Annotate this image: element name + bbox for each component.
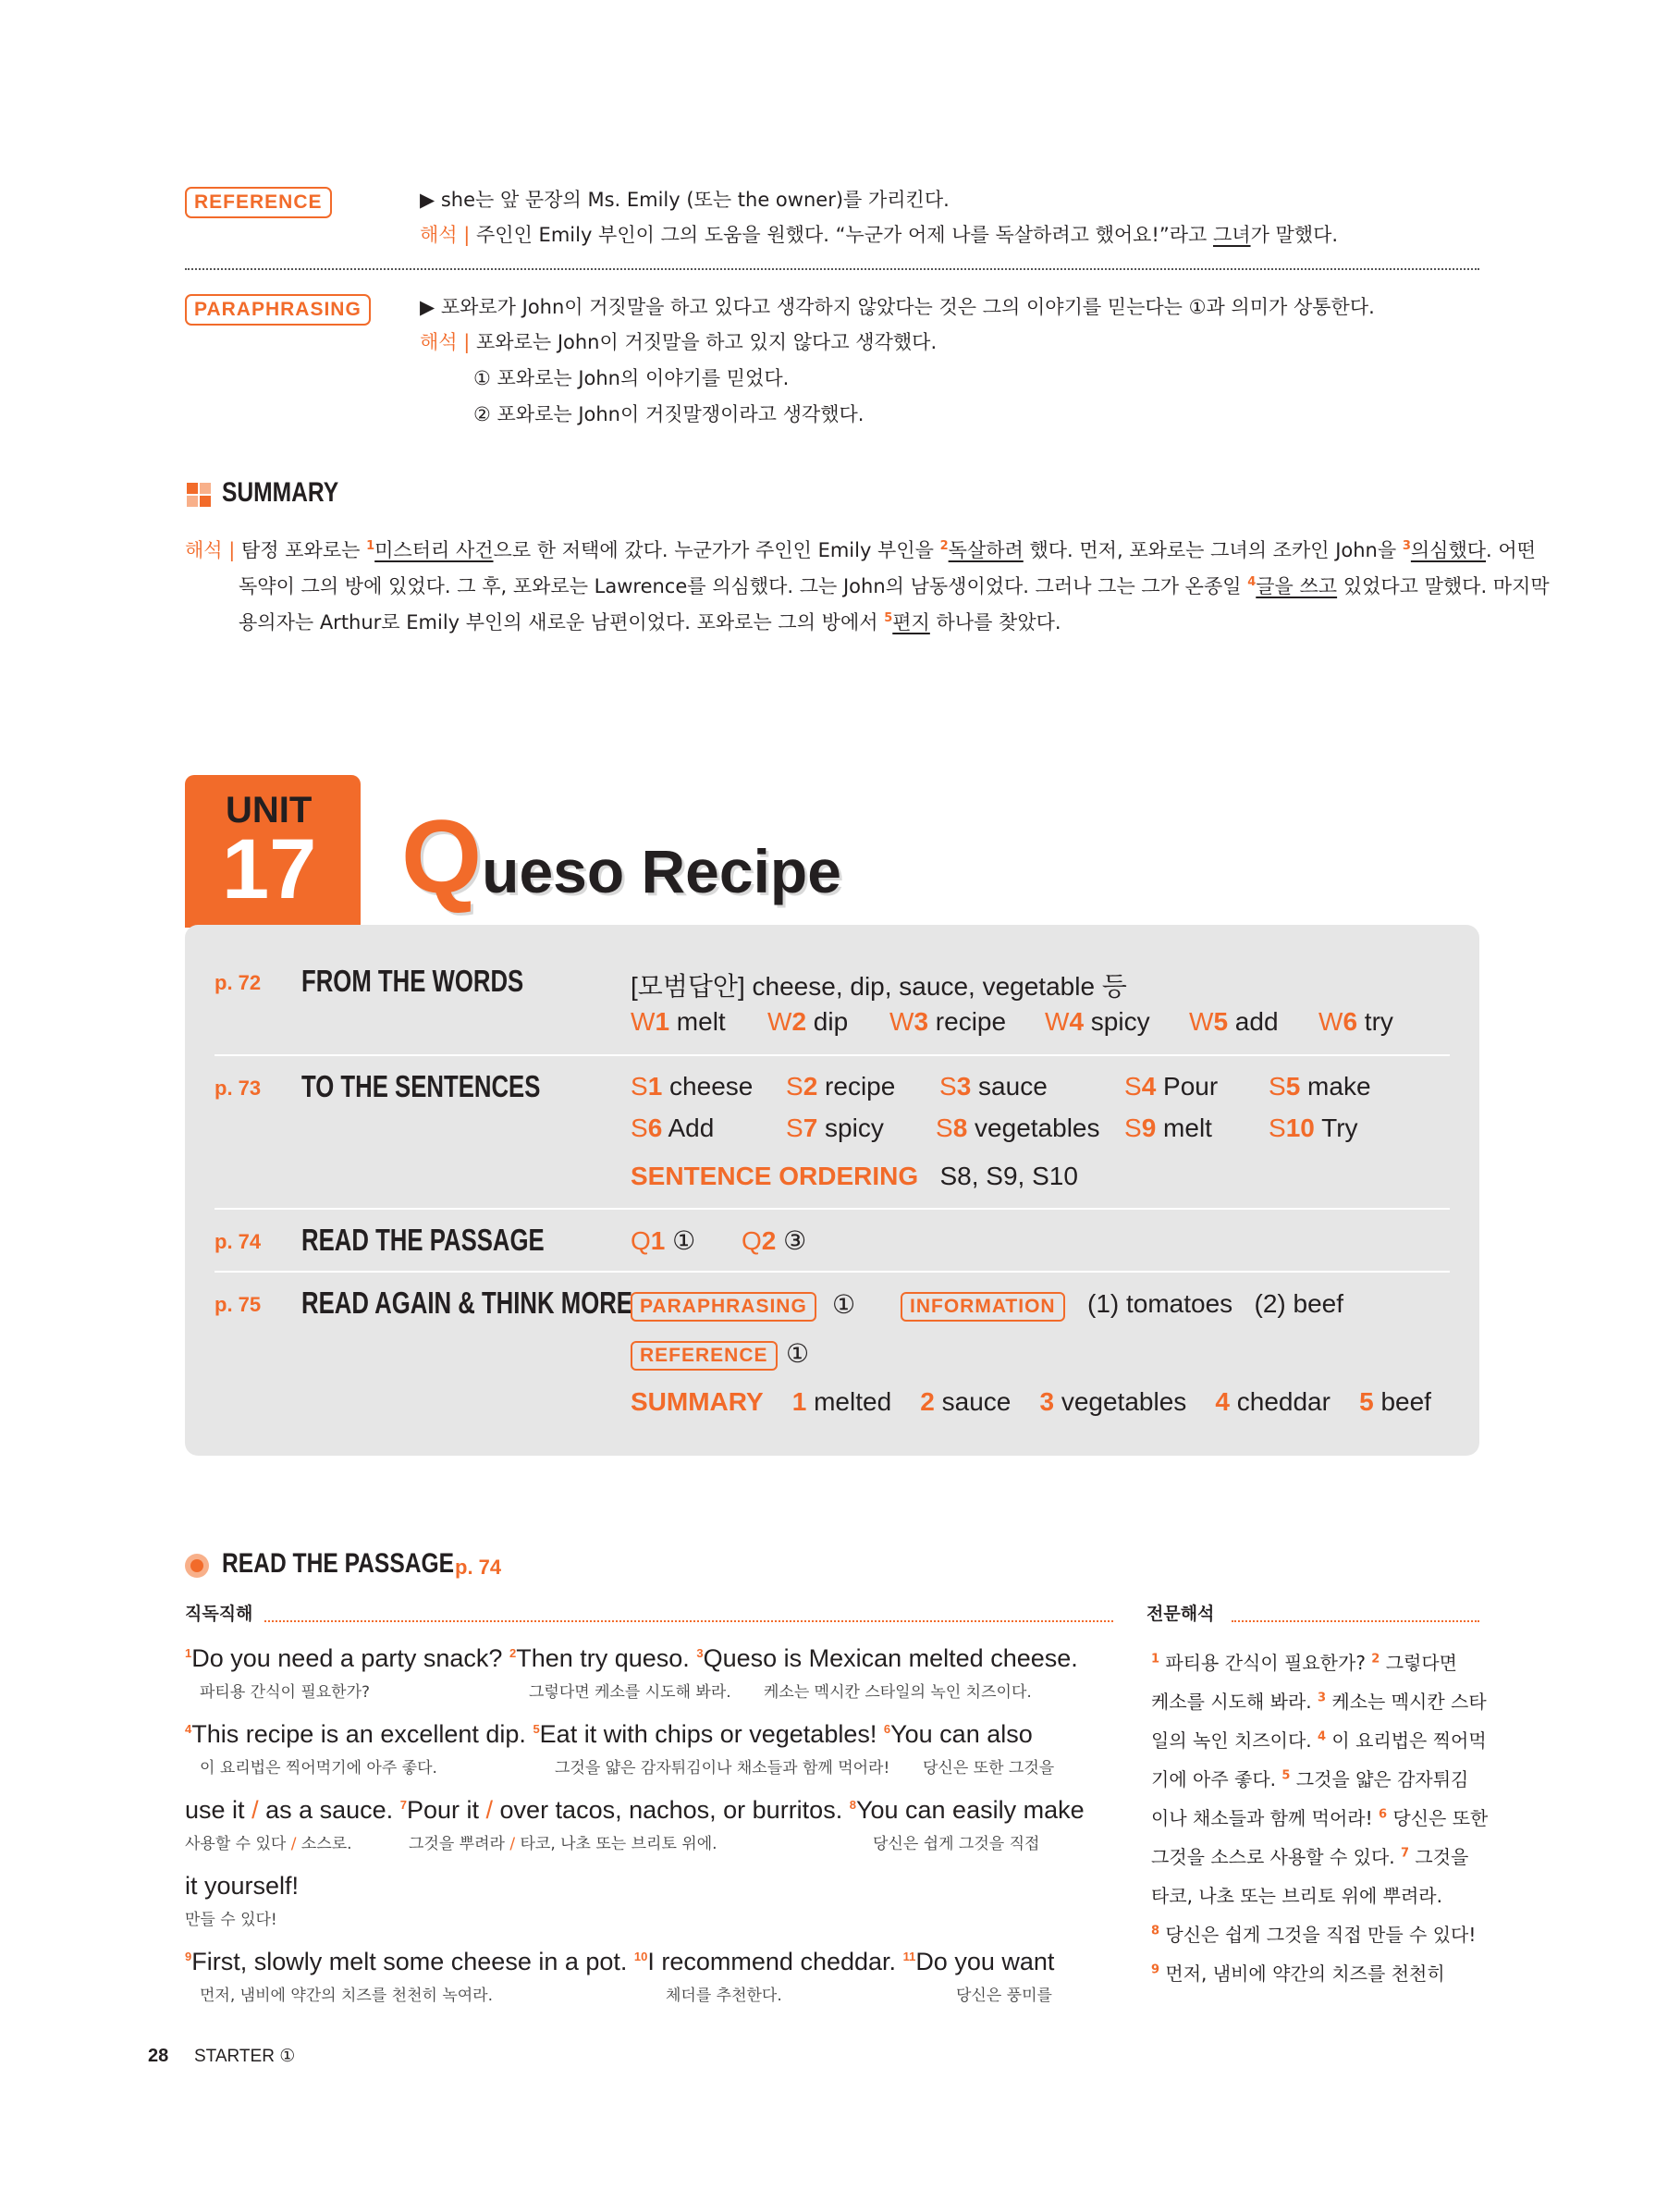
sentence-ordering-label: SENTENCE ORDERING bbox=[631, 1162, 919, 1190]
sentence-answer-10: S10 Try bbox=[1269, 1113, 1358, 1142]
sentence-ordering-value: S8, S9, S10 bbox=[939, 1162, 1078, 1190]
book-title: STARTER ① bbox=[194, 2047, 296, 2066]
korean-gloss: 그것을 뿌려라 / 타코, 나초 또는 브리토 위에. bbox=[409, 1835, 717, 1853]
summary-line-3: 용의자는 Arthur로 Emily 부인의 새로운 남편이었다. 포와로는 그의 방에서 $^5$편지 하나를 찾았다. bbox=[239, 611, 1061, 634]
divider bbox=[264, 1620, 1113, 1622]
korean-gloss: 당신은 풍미를 bbox=[956, 1987, 1052, 2005]
words-model-answer: [모범답안] cheese, dip, sauce, vegetable 등 bbox=[631, 972, 1127, 1001]
reference-answer-tag: REFERENCE bbox=[631, 1341, 778, 1371]
full-translation-line: 이나 채소들과 함께 먹어라! $^6$ 당신은 또한 bbox=[1151, 1807, 1489, 1829]
page-ref-72: p. 72 bbox=[215, 971, 262, 994]
divider bbox=[1232, 1620, 1479, 1622]
paraphrasing-option-2: ② 포와로는 John이 거짓말쟁이라고 생각했다. bbox=[473, 403, 865, 425]
row-separator bbox=[215, 1208, 1450, 1210]
summary-line-2: 독약이 그의 방에 있었다. 그 후, 포와로는 Lawrence를 의심했다. 그는 John의 남동생이었다. 그러나 그는 그가 온종일 $^4$글을 쓰고 있었다고 말했다. 마지막 bbox=[239, 575, 1550, 597]
unit-label: UNIT bbox=[226, 790, 313, 830]
unit-title-initial: Q bbox=[401, 799, 483, 915]
words-answer-6: W6 try bbox=[1318, 1007, 1393, 1036]
read-the-passage-heading: READ THE PASSAGE bbox=[222, 1548, 455, 1579]
summary-heading: SUMMARY bbox=[222, 477, 339, 508]
to-the-sentences-label: TO THE SENTENCES bbox=[301, 1069, 541, 1103]
summary-answers-label: SUMMARY bbox=[631, 1387, 764, 1416]
korean-gloss: 먼저, 냄비에 약간의 치즈를 천천히 녹여라. bbox=[200, 1987, 494, 2005]
words-answer-1: W1 melt bbox=[631, 1007, 726, 1036]
read-passage-page: p. 74 bbox=[455, 1556, 502, 1579]
sentence-ordering bbox=[631, 1162, 1078, 1191]
words-answer-4: W4 spicy bbox=[1045, 1007, 1150, 1036]
passage-line-5: $^9$First, slowly melt some cheese in a pot. $^{10}$I recommend cheddar. $^{11}$Do you want bbox=[185, 1948, 1055, 1975]
reference-explanation: ▶ she는 앞 문장의 Ms. Emily (또는 the owner)를 가리킨다. bbox=[420, 189, 950, 211]
unit-title bbox=[401, 797, 841, 917]
translation-text-end: 가 말했다. bbox=[1250, 224, 1339, 246]
full-translation-line: 케소를 시도해 봐라. $^3$ 케소는 멕시칸 스타 bbox=[1151, 1691, 1487, 1713]
sentence-answer-2: S2 recipe bbox=[786, 1072, 896, 1101]
full-translation-line: $^8$ 당신은 쉽게 그것을 직접 만들 수 있다! bbox=[1151, 1924, 1477, 1946]
summary-line-1: 해석 | 탐정 포와로는 $^1$미스터리 사건으로 한 저택에 갔다. 누군가가 주인인 Emily 부인을 $^2$독살하려 했다. 먼저, 포와로는 그녀의 조카인 John을 $^3$의심했다. 어떤 bbox=[185, 539, 1536, 561]
korean-gloss: 당신은 또한 그것을 bbox=[923, 1759, 1055, 1778]
full-translation-line: 일의 녹인 치즈이다. $^4$ 이 요리법은 찍어먹 bbox=[1151, 1729, 1487, 1752]
page-ref-74: p. 74 bbox=[215, 1230, 262, 1253]
passage-line-1: $^1$Do you need a party snack? $^2$Then try queso. $^3$Queso is Mexican melted cheese. bbox=[185, 1644, 1078, 1672]
sentence-answer-6: S6 Add bbox=[631, 1113, 715, 1142]
sentence-answer-9: S9 melt bbox=[1124, 1113, 1212, 1142]
paraphrasing-tag: PARAPHRASING bbox=[185, 294, 371, 326]
summary-label: 해석 | bbox=[185, 539, 236, 561]
paraphrasing-explanation: ▶ 포와로가 John이 거짓말을 하고 있다고 생각하지 않았다는 것은 그의 이야기를 믿는다는 ①과 의미가 상통한다. bbox=[420, 296, 1375, 318]
from-the-words-label: FROM THE WORDS bbox=[301, 964, 524, 998]
words-answer-3: W3 recipe bbox=[889, 1007, 1007, 1036]
reference-answer: ① bbox=[786, 1339, 810, 1368]
bullet-icon bbox=[185, 1554, 209, 1578]
paraphrasing-answer: ① bbox=[832, 1290, 856, 1319]
korean-gloss: 당신은 쉽게 그것을 직접 bbox=[873, 1835, 1040, 1853]
sentence-answer-7: S7 spicy bbox=[786, 1113, 884, 1142]
summary-answers: SUMMARY 1 melted 2 sauce 3 vegetables 4 cheddar 5 beef bbox=[631, 1387, 1431, 1416]
full-translation-label: 전문해석 bbox=[1147, 1604, 1215, 1624]
row-separator bbox=[215, 1054, 1450, 1056]
paraphrasing-answer-tag: PARAPHRASING bbox=[631, 1292, 816, 1322]
passage-q2: Q2 ③ bbox=[742, 1226, 807, 1255]
page-number: 28 bbox=[148, 2046, 169, 2066]
read-again-label: READ AGAIN & THINK MORE bbox=[301, 1286, 632, 1320]
full-translation-line: $^1$ 파티용 간식이 필요한가? $^2$ 그렇다면 bbox=[1151, 1652, 1457, 1674]
sentence-answer-5: S5 make bbox=[1269, 1072, 1371, 1101]
translation-text: 포와로는 John이 거짓말을 하고 있지 않다고 생각했다. bbox=[476, 331, 938, 353]
reference-tag: REFERENCE bbox=[185, 187, 332, 218]
row-separator bbox=[215, 1271, 1450, 1273]
korean-gloss: 파티용 간식이 필요한가? bbox=[200, 1683, 371, 1702]
information-answer: (1) tomatoes (2) beef bbox=[1087, 1289, 1344, 1318]
divider bbox=[185, 268, 1479, 270]
sentence-answer-4: S4 Pour bbox=[1124, 1072, 1219, 1101]
korean-gloss: 그것을 얇은 감자튀김이나 채소들과 함께 먹어라! bbox=[555, 1759, 890, 1778]
literal-translation-label: 직독직해 bbox=[185, 1604, 253, 1624]
paraphrasing-option-1: ① 포와로는 John의 이야기를 믿었다. bbox=[473, 367, 790, 389]
passage-q1: Q1 ① bbox=[631, 1226, 696, 1255]
words-answer-2: W2 dip bbox=[767, 1007, 849, 1036]
sentence-answer-1: S1 cheese bbox=[631, 1072, 754, 1101]
sentence-answer-8: S8 vegetables bbox=[936, 1113, 1100, 1142]
words-answer-5: W5 add bbox=[1189, 1007, 1279, 1036]
passage-line-3: use it / as a sauce. $^7$Pour it / over tacos, nachos, or burritos. $^8$You can easily make bbox=[185, 1796, 1085, 1824]
passage-line-2: $^4$This recipe is an excellent dip. $^5$Eat it with chips or vegetables! $^6$You can also bbox=[185, 1720, 1033, 1748]
korean-gloss: 이 요리법은 찍어먹기에 아주 좋다. bbox=[200, 1759, 437, 1778]
information-answer-tag: INFORMATION bbox=[901, 1292, 1065, 1322]
translation-label: 해석 | bbox=[420, 331, 471, 353]
read-the-passage-label: READ THE PASSAGE bbox=[301, 1223, 545, 1257]
korean-gloss: 케소는 멕시칸 스타일의 녹인 치즈이다. bbox=[764, 1683, 1032, 1702]
unit-title-rest: ueso Recipe bbox=[482, 837, 841, 905]
translation-text: 주인인 Emily 부인이 그의 도움을 원했다. “누군가 어제 나를 독살하려고 했어요!”라고 bbox=[476, 224, 1213, 246]
full-translation-line: $^9$ 먼저, 냄비에 약간의 치즈를 천천히 bbox=[1151, 1962, 1445, 1985]
unit-number: 17 bbox=[222, 822, 317, 917]
korean-gloss: 그렇다면 케소를 시도해 봐라. bbox=[529, 1683, 731, 1702]
page-ref-73: p. 73 bbox=[215, 1077, 262, 1100]
sentence-answer-3: S3 sauce bbox=[939, 1072, 1048, 1101]
korean-gloss: 체더를 추천한다. bbox=[666, 1987, 782, 2005]
paraphrasing-translation bbox=[420, 330, 937, 354]
summary-icon bbox=[187, 483, 211, 507]
full-translation-line: 그것을 소스로 사용할 수 있다. $^7$ 그것을 bbox=[1151, 1846, 1469, 1868]
page-ref-75: p. 75 bbox=[215, 1293, 262, 1316]
underlined-word: 그녀 bbox=[1212, 224, 1251, 246]
translation-label: 해석 | bbox=[420, 224, 471, 246]
full-translation-line: 타코, 나초 또는 브리토 위에 뿌려라. bbox=[1151, 1885, 1442, 1907]
korean-gloss: 사용할 수 있다 / 소스로. bbox=[185, 1835, 352, 1853]
passage-line-4: it yourself! bbox=[185, 1872, 300, 1900]
reference-translation bbox=[420, 223, 1338, 247]
full-translation-line: 기에 아주 좋다. $^5$ 그것을 얇은 감자튀김 bbox=[1151, 1768, 1469, 1790]
unit-badge bbox=[185, 775, 361, 928]
korean-gloss: 만들 수 있다! bbox=[185, 1911, 277, 1929]
